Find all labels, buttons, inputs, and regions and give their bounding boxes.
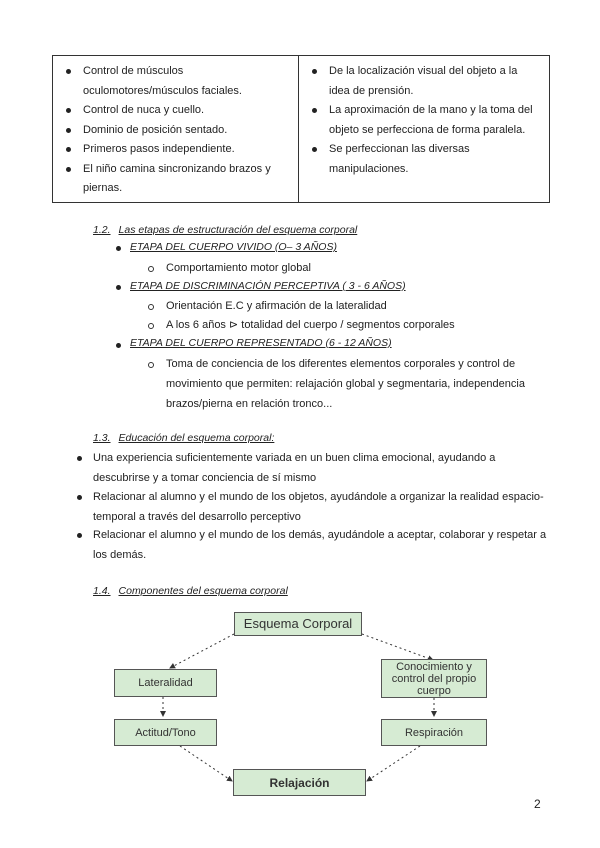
connector-root-right xyxy=(362,634,433,660)
list-item: Primeros pasos independiente. xyxy=(63,140,290,160)
stage-title: ETAPA DE DISCRIMINACIÓN PERCEPTIVA ( 3 - 6 AÑOS) xyxy=(130,280,406,292)
diagram-node-actitud: Actitud/Tono xyxy=(114,719,217,746)
stage-item: Orientación E.C y afirmación de la lateralidad xyxy=(166,300,387,312)
stage-item: Toma de conciencia de los diferentes elementos corporales y control de movimiento que permiten: relajación global y segmentaria, independencia brazos/pierna en relación tronco... xyxy=(166,358,525,410)
list-item: Dominio de posición sentado. xyxy=(63,121,290,141)
page-number: 2 xyxy=(534,797,541,811)
paragraph-item: Relacionar el alumno y el mundo de los demás, ayudándole a aceptar, colaborar y respetar a los demás. xyxy=(93,529,547,561)
section-number: 1.3. xyxy=(93,432,111,444)
stage-item: Comportamiento motor global xyxy=(166,262,311,274)
list-item: De la localización visual del objeto a la idea de prensión. xyxy=(309,62,541,101)
list-item: Control de nuca y cuello. xyxy=(63,101,290,121)
section-number: 1.2. xyxy=(93,224,111,236)
connector-left-bottom xyxy=(180,746,232,781)
section-title: Educación del esquema corporal: xyxy=(118,432,275,444)
diagram-node-conocimiento: Conocimiento y control del propio cuerpo xyxy=(381,659,487,698)
connector-root-left xyxy=(170,634,234,668)
list-item: Se perfeccionan las diversas manipulaciones. xyxy=(309,140,541,179)
list-item: Control de músculos oculomotores/músculos faciales. xyxy=(63,62,290,101)
diagram-node-respiracion: Respiración xyxy=(381,719,487,746)
diagram-node-lateralidad: Lateralidad xyxy=(114,669,217,697)
stage-title: ETAPA DEL CUERPO VIVIDO (O– 3 AÑOS) xyxy=(130,241,337,253)
connector-right-bottom xyxy=(367,746,420,781)
stage-item: A los 6 años ⊳ totalidad del cuerpo / segmentos corporales xyxy=(166,319,455,331)
list-item: El niño camina sincronizando brazos y piernas. xyxy=(63,160,290,199)
section-title: Componentes del esquema corporal xyxy=(118,585,288,597)
stage-title: ETAPA DEL CUERPO REPRESENTADO (6 - 12 AÑOS) xyxy=(130,337,392,349)
diagram-node-root: Esquema Corporal xyxy=(234,612,362,636)
section-number: 1.4. xyxy=(93,585,111,597)
paragraph-item: Una experiencia suficientemente variada en un buen clima emocional, ayudando a descubrirse y a tomar conciencia de sí mismo xyxy=(93,452,496,484)
paragraph-item: Relacionar al alumno y el mundo de los objetos, ayudándole a organizar la realidad espacio-temporal a través del desarrollo perceptivo xyxy=(93,491,544,523)
section-title: Las etapas de estructuración del esquema corporal xyxy=(118,224,358,236)
list-item: La aproximación de la mano y la toma del objeto se perfecciona de forma paralela. xyxy=(309,101,541,140)
diagram-node-relajacion: Relajación xyxy=(233,769,366,796)
